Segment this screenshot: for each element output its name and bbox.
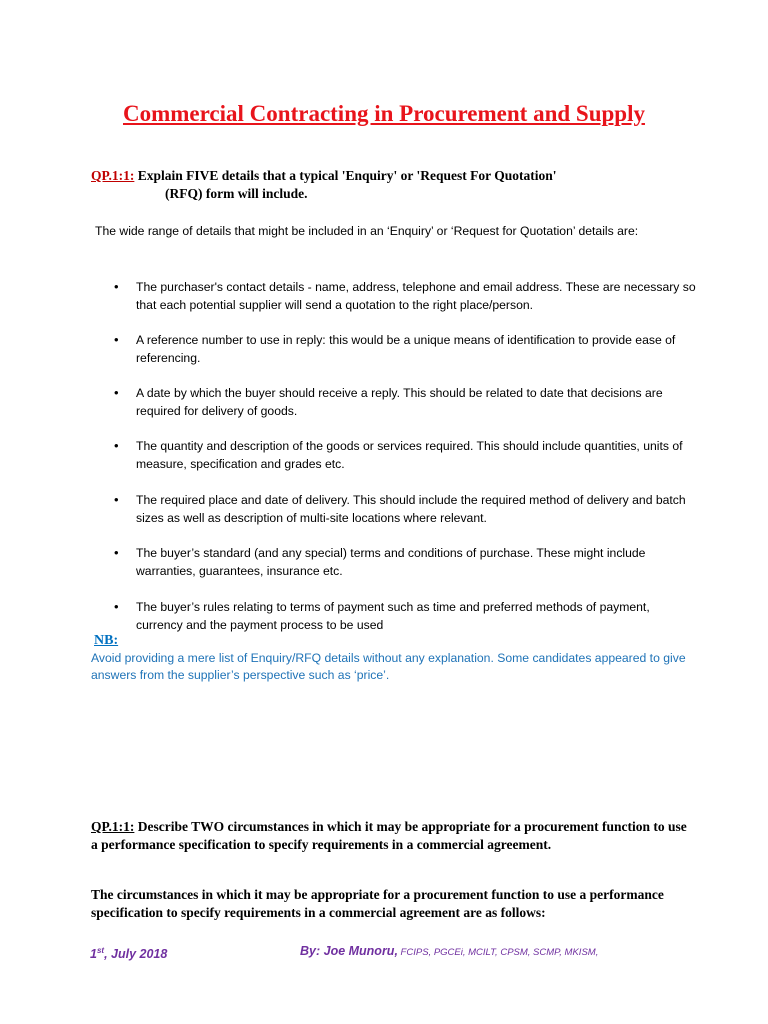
- question-1-label: QP.1:1:: [91, 168, 135, 183]
- question-1-text-line1: Explain FIVE details that a typical 'Enquiry' or 'Request For Quotation': [134, 168, 557, 183]
- question-2: [91, 818, 691, 854]
- answer-2-intro: The circumstances in which it may be appropriate for a procurement function to use a performance specification to specify requirements in a commercial agreement are as follows:: [91, 887, 664, 920]
- bullet-item: • A reference number to use in reply: this would be a unique means of identification to provide ease of referencing.: [114, 332, 676, 365]
- question-2-label: QP.1:1:: [91, 819, 135, 834]
- bullet-dot-icon: •: [114, 438, 119, 453]
- question-1: [91, 167, 651, 203]
- bullet-item: • The required place and date of delivery. This should include the required method of delivery and batch sizes as well as description of multi-site locations where relevant.: [114, 492, 686, 525]
- document-title: Commercial Contracting in Procurement and Supply: [123, 101, 645, 126]
- answer-1-intro: The wide range of details that might be included in an ‘Enquiry’ or ‘Request for Quotation’ details are:: [95, 224, 639, 238]
- bullet-item: • The buyer’s rules relating to terms of payment such as time and preferred methods of payment, currency and the payment process to be used: [114, 599, 650, 632]
- bullet-item: • The quantity and description of the goods or services required. This should include quantities, units of measure, specification and grades etc.: [114, 438, 683, 471]
- question-2-text: Describe TWO circumstances in which it may be appropriate for a procurement function to use a performance specification to specify requirements in a commercial agreement.: [91, 819, 687, 852]
- bullet-dot-icon: •: [114, 492, 119, 507]
- footer-date: 1st, July 2018: [90, 946, 168, 962]
- bullet-dot-icon: •: [114, 332, 119, 347]
- bullet-dot-icon: •: [114, 385, 119, 400]
- footer-author-name: By: Joe Munoru,: [300, 944, 398, 958]
- bullet-dot-icon: •: [114, 279, 119, 294]
- bullet-dot-icon: •: [114, 599, 119, 614]
- question-1-text-line2: (RFQ) form will include.: [165, 186, 308, 201]
- nb-label: NB:: [94, 633, 119, 648]
- bullet-item: • The purchaser's contact details - name, address, telephone and email address. These are necessary so that each potential supplier will send a quotation to the right place/person.: [114, 279, 696, 312]
- bullet-item: • A date by which the buyer should receive a reply. This should be related to date that decisions are required for delivery of goods.: [114, 385, 663, 418]
- bullet-item: • The buyer’s standard (and any special) terms and conditions of purchase. These might include warranties, guarantees, insurance etc.: [114, 545, 646, 578]
- nb-text: Avoid providing a mere list of Enquiry/RFQ details without any explanation. Some candidates appeared to give answers from the supplier’s perspective such as ‘price’.: [91, 651, 686, 682]
- bullet-dot-icon: •: [114, 545, 119, 560]
- footer-author: [300, 943, 598, 961]
- footer-author-credentials: FCIPS, PGCEi, MCILT, CPSM, SCMP, MKISM,: [397, 947, 599, 958]
